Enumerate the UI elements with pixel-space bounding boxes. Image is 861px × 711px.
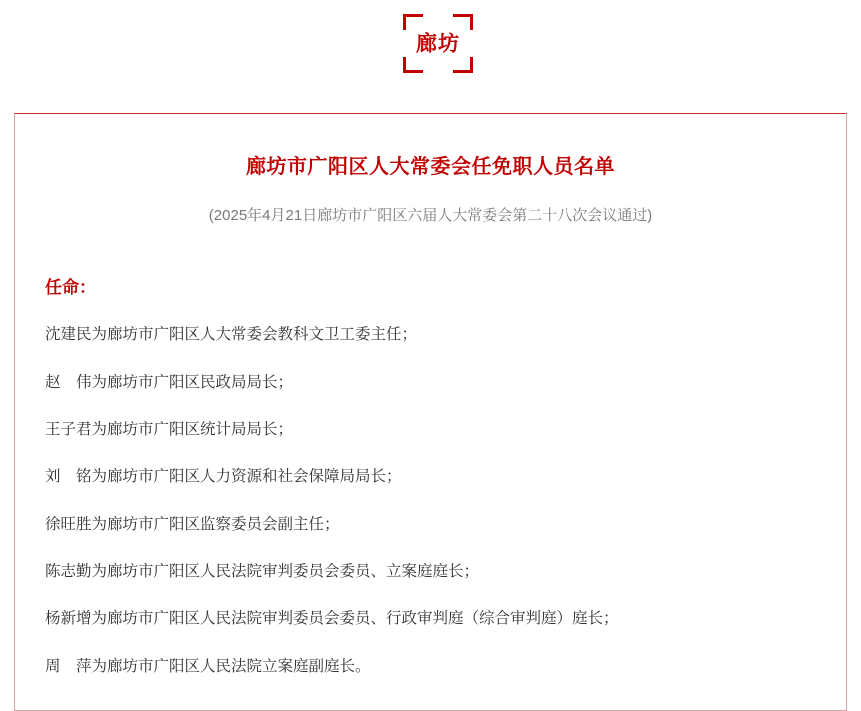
page-header: [0, 0, 861, 113]
logo-text: 廊坊: [416, 32, 460, 55]
logo-corner-bottom-left-icon: [403, 57, 423, 73]
document-subtitle: (2025年4月21日廊坊市广阳区六届人大常委会第二十八次会议通过): [208, 207, 653, 224]
list-item: 王子君为廊坊市广阳区统计局局长；: [45, 420, 294, 438]
appointment-list: [45, 322, 816, 680]
list-item: 赵 伟为廊坊市广阳区民政局局长；: [45, 373, 294, 391]
section-heading-appointments: 任命：: [45, 278, 96, 297]
list-item: 陈志勤为廊坊市广阳区人民法院审判委员会委员、立案庭庭长；: [45, 562, 480, 580]
site-logo[interactable]: [403, 14, 473, 73]
list-item: 沈建民为廊坊市广阳区人大常委会教科文卫工委主任；: [45, 326, 418, 344]
logo-corner-bottom-right-icon: [453, 57, 473, 73]
list-item: 刘 铭为廊坊市广阳区人力资源和社会保障局局长；: [45, 468, 402, 486]
list-item: 杨新增为廊坊市广阳区人民法院审判委员会委员、行政审判庭（综合审判庭）庭长；: [45, 610, 619, 628]
logo-corner-top-left-icon: [403, 14, 423, 30]
list-item: 徐旺胜为廊坊市广阳区监察委员会副主任；: [45, 515, 340, 533]
logo-corner-top-right-icon: [453, 14, 473, 30]
document-card: [14, 113, 847, 711]
list-item: 周 萍为廊坊市广阳区人民法院立案庭副庭长。: [45, 657, 371, 675]
page-title: 廊坊市广阳区人大常委会任免职人员名单: [246, 156, 615, 178]
